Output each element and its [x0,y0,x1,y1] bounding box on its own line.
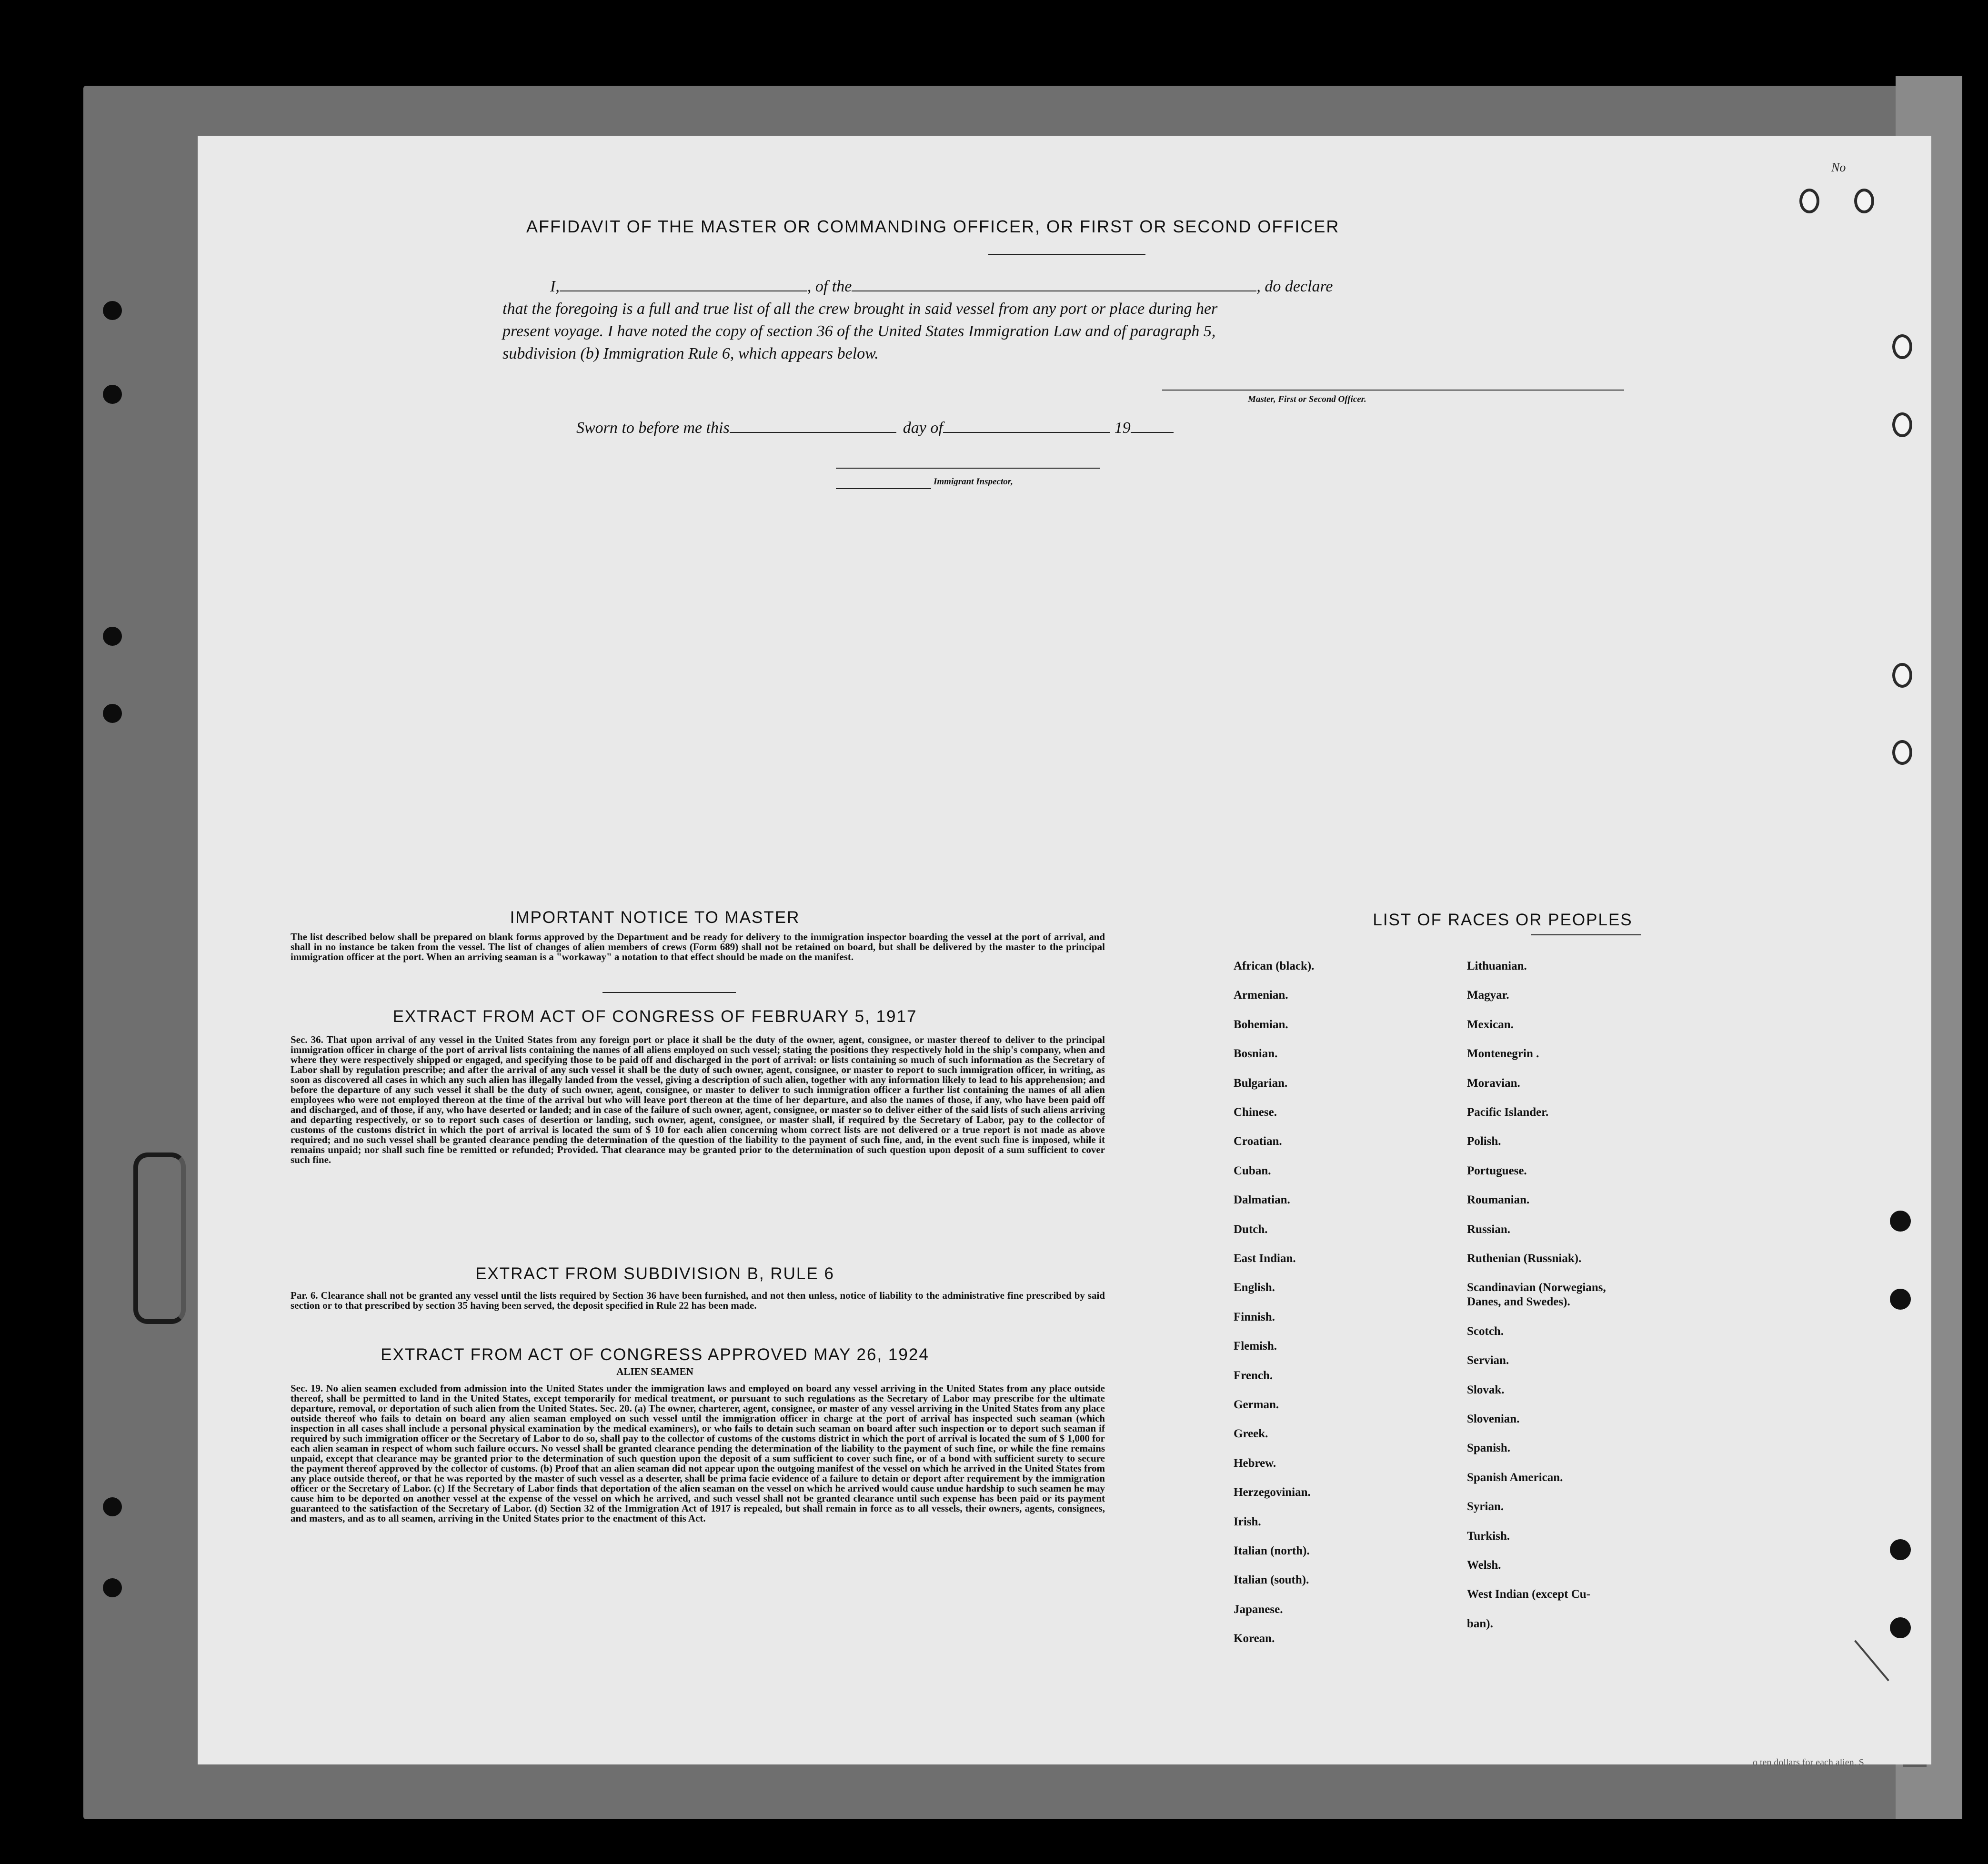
race-item: Slovak. [1467,1383,1505,1396]
binder-hole [1890,1211,1911,1232]
race-item: Greek. [1234,1427,1268,1440]
race-item: Slovenian. [1467,1413,1520,1425]
master-label: Master, First or Second Officer. [1248,394,1366,404]
affidavit-line-2: that the foregoing is a full and true list of all the crew brought in said vessel from any port or place during her [502,300,1218,318]
race-item: East Indian. [1234,1252,1296,1265]
binder-hole-open [1892,334,1912,359]
race-item: Bosnian. [1234,1047,1278,1060]
binder-hole-open [1854,189,1874,213]
race-item: Chinese. [1234,1106,1277,1119]
race-item: Scandinavian (Norwegians, [1467,1281,1606,1294]
notice-text: The list described below shall be prepared on blank forms approved by the Department and be ready for delivery to the immigration inspector boarding the vessel at the port of arrival, and shall in no instance be taken from the vessel. The list of changes of alien members of crews (Form 689) shall not be retained on board, but shall be delivered by the master to the principal immigration officer at the port. When an arriving seaman is a "workaway" a notation to that effect should be made on the manifest. [291,931,1105,962]
binder-hole [103,704,122,723]
affidavit-line-4: subdivision (b) Immigration Rule 6, which appears below. [502,345,879,362]
race-item: Armenian. [1234,989,1288,1002]
race-item: Finnish. [1234,1311,1275,1323]
race-item: ban). [1467,1617,1493,1630]
binder-hole-open [1892,740,1912,765]
race-item: Syrian. [1467,1500,1504,1513]
race-item: Polish. [1467,1135,1501,1148]
race-item: Roumanian. [1467,1193,1530,1206]
sworn-month-blank[interactable] [943,432,1110,433]
race-item: Magyar. [1467,989,1509,1002]
binder-hole [103,1497,122,1516]
binder-hole-open [1892,412,1912,437]
binder-hole [1890,1289,1911,1310]
year-label: 19 [1114,419,1131,437]
title-rule [988,254,1145,255]
race-item: Korean. [1234,1632,1275,1645]
races-title: LIST OF RACES OR PEOPLES [1373,911,1633,929]
races-title-rule [1531,934,1641,935]
i-label: I, [550,278,560,295]
race-item: Portuguese. [1467,1164,1527,1177]
day-of-label: day of [903,419,943,437]
race-item: Croatian. [1234,1135,1282,1148]
race-item: Pacific Islander. [1467,1106,1549,1119]
corner-no-mark: No [1831,160,1846,174]
inspector-signature-line[interactable] [836,488,931,489]
document-page [198,136,1931,1764]
extract-rule6-title: EXTRACT FROM SUBDIVISION B, RULE 6 [475,1264,834,1283]
race-item: Irish. [1234,1515,1261,1528]
race-item: Mexican. [1467,1018,1514,1031]
year-blank[interactable] [1131,432,1174,433]
race-item: German. [1234,1398,1279,1411]
race-item: Moravian. [1467,1077,1520,1090]
race-item: Japanese. [1234,1603,1283,1616]
race-item: Ruthenian (Russniak). [1467,1252,1582,1265]
inspector-line-upper [836,468,1100,469]
affidavit-line-3: present voyage. I have noted the copy of section 36 of the United States Immigration Law and of paragraph 5, [502,322,1216,340]
race-item: Italian (south). [1234,1573,1309,1586]
race-item: African (black). [1234,960,1315,972]
race-item: Spanish. [1467,1442,1511,1454]
race-item: Cuban. [1234,1164,1271,1177]
master-signature-line[interactable] [1162,390,1624,391]
race-item: Bohemian. [1234,1018,1288,1031]
affidavit-title: AFFIDAVIT OF THE MASTER OR COMMANDING OFFICER, OR FIRST OR SECOND OFFICER [526,217,1340,236]
extract-1917-text: Sec. 36. That upon arrival of any vessel in the United States from any foreign port or place it shall be the duty of the owner, agent, consignee, or master thereof to deliver to the principal immigration officer in charge of the port of arrival lists containing the names of all aliens employed on such vessel; stating the positions they respectively hold in the ship's company, when and where they were respectively shipped or engaged, and specifying those to be paid off and discharged in the port of arrival: or lists containing so much of such information as the Secretary of Labor shall by regulation prescribe; and after the arrival of any such vessel it shall be the duty of such owner, agent, consignee, or master to report to such immigration officer, in writing, as soon as discovered all cases in which any such alien has illegally landed from the vessel, giving a description of such alien, together with any information likely to lead to his apprehension; and before the departure of any such vessel it shall be the duty of such owner, agent, consignee, or master to deliver to such immigration officer a further list containing the names of all alien employees who were not employed thereon at the time of the arrival but who will leave port thereon at the time of her departure, and also the names of those, if any, who have been paid off and discharged, and of those, if any, who have deserted or landed; and in case of the failure of such owner, agent, consignee, or master so to deliver either of the said lists of such aliens arriving and departing respectively, or so to report such cases of desertion or landing, such owner, agent, consignee, or master shall, if required by the Secretary of Labor, pay to the collector of customs of the customs district in which the port of arrival is located the sum of $ 10 for each alien concerning whom correct lists are not delivered or a true report is not made as above required; and no such vessel shall be granted clearance pending the determination of the question of the liability to the payment of such fine, and, in the event such fine is imposed, while it remains unpaid; nor shall such fine be remitted or refunded; Provided. That clearance may be granted prior to the determination of such question upon deposit of a sum sufficient to cover such fine. [291,1034,1105,1165]
extract-1917-title: EXTRACT FROM ACT OF CONGRESS OF FEBRUARY 5, 1917 [392,1007,917,1026]
race-item: Hebrew. [1234,1457,1276,1470]
race-item: Lithuanian. [1467,960,1527,972]
do-declare-label: , do declare [1256,278,1333,295]
race-item: West Indian (except Cu- [1467,1588,1591,1601]
notice-rule [602,992,736,993]
race-item: Spanish American. [1467,1471,1563,1484]
affidavit-line-1 [502,275,1333,298]
extract-1924-text: Sec. 19. No alien seamen excluded from admission into the United States under the immigration laws and employed on board any vessel arriving in the United States from any place outside thereof, shall be permitted to land in the United States, except temporarily for medical treatment, or pursuant to such regulations as the Secretary of Labor may prescribe for the ultimate departure, removal, or deportation of such alien from the United States. Sec. 20. (a) The owner, charterer, agent, consignee, or master of any vessel arriving in the United States from any place outside thereof who fails to detain on board any alien seaman employed on such vessel until the immigration officer in charge at the port of arrival has inspected such seaman (which inspection in all cases shall include a personal physical examination by the medical examiners), or who fails to detain such seaman on board after such inspection or to deport such seaman if required by such immigration officer or the Secretary of Labor to do so, shall pay to the collector of customs of the customs district in which the port of arrival is located the sum of $ 1,000 for each alien seaman in respect of whom such failure occurs. No vessel shall be granted clearance pending the determination of the liability to the payment of such fine, or while the fine remains unpaid, except that clearance may be granted prior to the determination of such question upon the deposit of a sum sufficient to cover such fine, or of a bond with sufficient surety to secure the payment thereof approved by the collector of customs. (b) Proof that an alien seaman did not appear upon the outgoing manifest of the vessel on which he arrived in the United States from any place outside thereof, or that he was reported by the master of such vessel as a deserter, shall be prima facie evidence of a failure to detain or deport after requirement by the immigration officer or the Secretary of Labor. (c) If the Secretary of Labor finds that deportation of the alien seaman on the vessel on which he arrived would cause undue hardship to such seamen he may cause him to be deported on another vessel at the expense of the vessel on which he arrived, and such vessel shall not be granted clearance until such expense has been paid or its payment guaranteed to the satisfaction of the Secretary of Labor. (d) Section 32 of the Immigration Act of 1917 is repealed, but shall remain in force as to all vessels, their owners, agents, consignees, and masters, and as to all seamen, arriving in the United States prior to the enactment of this Act. [291,1383,1105,1524]
binder-hole [103,385,122,404]
race-item: Danes, and Swedes). [1467,1295,1570,1308]
binder-hole [1890,1539,1911,1560]
race-item: Turkish. [1467,1530,1510,1543]
extract-1924-title: EXTRACT FROM ACT OF CONGRESS APPROVED MAY 26, 1924 [381,1345,929,1364]
race-item: Montenegrin . [1467,1047,1539,1060]
binder-hole [1890,1617,1911,1638]
binder-hole [103,301,122,320]
race-item: Scotch. [1467,1325,1504,1338]
race-item: Italian (north). [1234,1544,1310,1557]
binder-hole-open [1892,663,1912,688]
race-item: Flemish. [1234,1340,1277,1353]
race-item: Russian. [1467,1223,1511,1236]
race-item: Bulgarian. [1234,1077,1288,1090]
race-item: French. [1234,1369,1273,1382]
of-the-label: , of the [807,278,852,295]
underlying-sheet-text: o ten dollars for each alien. S [1753,1757,1864,1768]
race-item: Dutch. [1234,1223,1268,1236]
extract-rule6-text: Par. 6. Clearance shall not be granted any vessel until the lists required by Section 36 have been furnished, and not then unless, notice of liability to the administrative fine prescribed by said section or to that prescribed by section 35 having been served, the deposit specified in Rule 22 has been made. [291,1290,1105,1311]
binding-ribbon [133,1152,186,1324]
inspector-label: Immigrant Inspector, [934,477,1013,487]
sworn-label: Sworn to before me this [576,419,730,437]
notice-title: IMPORTANT NOTICE TO MASTER [510,908,800,927]
race-item: English. [1234,1281,1275,1294]
pencil-mark [1854,1640,1889,1682]
race-item: Servian. [1467,1354,1509,1367]
binder-hole-open [1799,189,1819,213]
sworn-line [576,417,1174,439]
sworn-day-blank[interactable] [730,432,896,433]
race-item: Herzegovinian. [1234,1486,1311,1499]
binder-hole [103,1578,122,1597]
race-item: Welsh. [1467,1559,1501,1572]
extract-1924-subtitle: ALIEN SEAMEN [616,1366,693,1377]
race-item: Dalmatian. [1234,1193,1290,1206]
binder-hole [103,627,122,646]
